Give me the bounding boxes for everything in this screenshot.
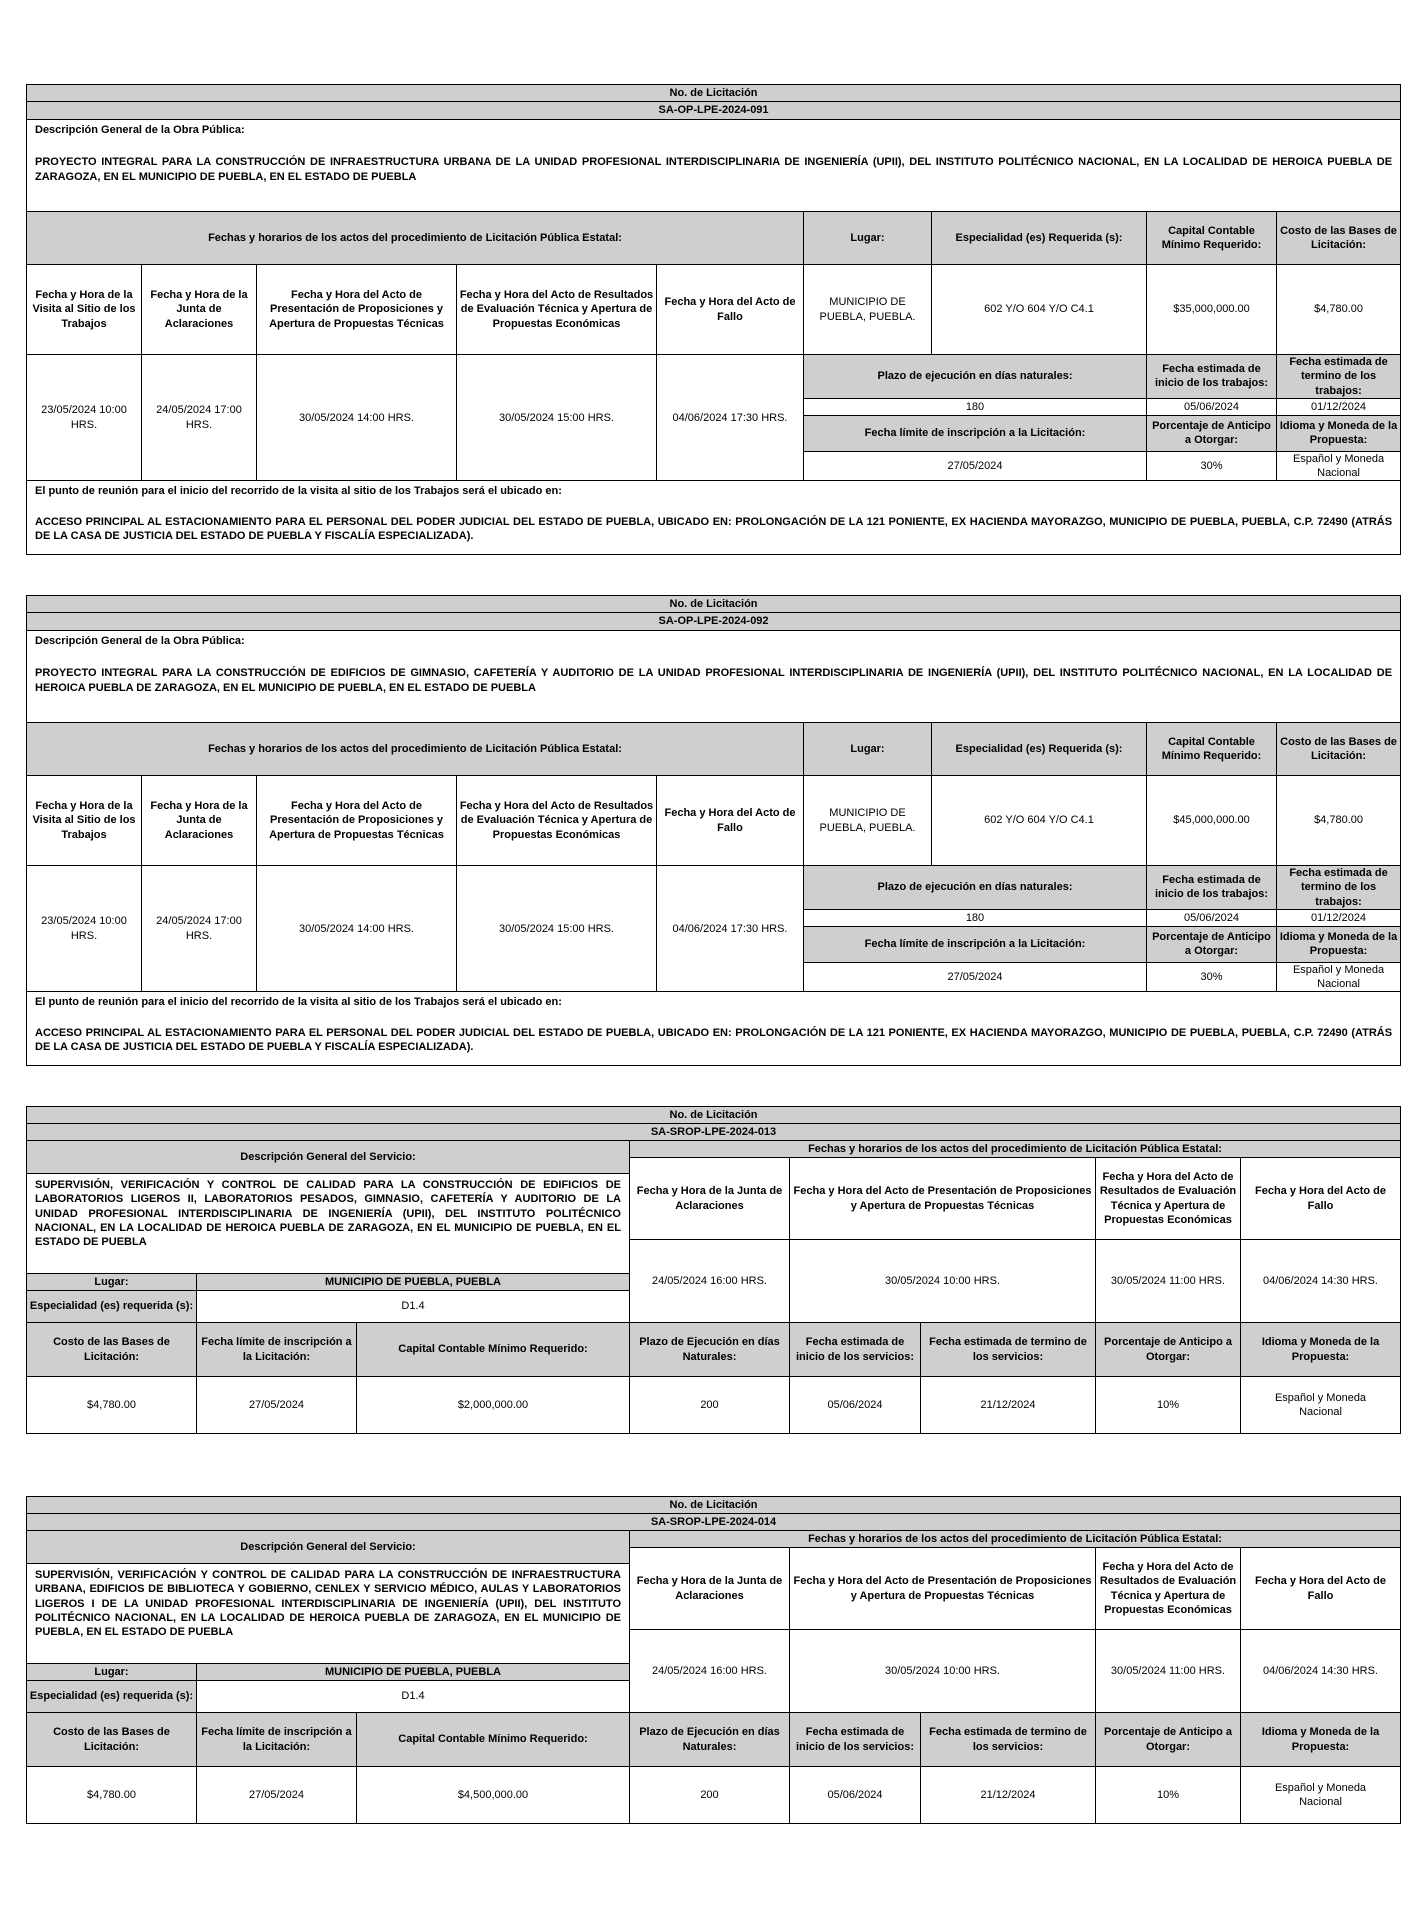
- especialidad-label: Especialidad (es) requerida (s):: [27, 1291, 197, 1323]
- fh-junta-label: Fecha y Hora de la Junta de Aclaraciones: [630, 1548, 790, 1630]
- limite-label: Fecha límite de inscripción a la Licitación:: [197, 1323, 357, 1377]
- costo-label: Costo de las Bases de Licitación:: [27, 1713, 197, 1767]
- obra-description: PROYECTO INTEGRAL PARA LA CONSTRUCCIÓN DE EDIFICIOS DE GIMNASIO, CAFETERÍA Y AUDITORIO DE LA UNIDAD PROFESIONAL INTERDISCIPLINARIA DE INGENIERÍA (UPII), DEL INSTITUTO POLITÉCNICO NACIONAL, EN LA LOCALIDAD DE HEROICA PUEBLA DE ZARAGOZA, EN EL MUNICIPIO DE PUEBLA, EN EL ESTADO DE PUEBLA: [35, 667, 1393, 694]
- desc-servicio-title: Descripción General del Servicio:: [27, 1141, 630, 1174]
- especialidad-value: D1.4: [197, 1681, 630, 1713]
- fh-visita-label: Fecha y Hora de la Visita al Sitio de los Trabajos: [27, 776, 142, 866]
- fh-resultados-label: Fecha y Hora del Acto de Resultados de Evaluación Técnica y Apertura de Propuestas Económicas: [1096, 1548, 1241, 1630]
- especialidad-value: D1.4: [197, 1291, 630, 1323]
- inicio-value: 05/06/2024: [1147, 398, 1277, 415]
- capital-label: Capital Contable Mínimo Requerido:: [1147, 723, 1277, 776]
- fh-fallo-label: Fecha y Hora del Acto de Fallo: [657, 776, 804, 866]
- idioma-value: Español y Moneda Nacional: [1241, 1377, 1401, 1434]
- limite-value: 27/05/2024: [197, 1377, 357, 1434]
- inicio-value: 05/06/2024: [790, 1767, 921, 1824]
- punto-reunion-value: ACCESO PRINCIPAL AL ESTACIONAMIENTO PARA EL PERSONAL DEL PODER JUDICIAL DEL ESTADO DE PUEBLA, UBICADO EN: PROLONGACIÓN DE LA 121 PONIENTE, EX HACIENDA MAYORAZGO, MUNICIPIO DE PUEBLA, PUEBLA, C.P. 72490 (ATRÁS DE LA CASA DE JUSTICIA DEL ESTADO DE PUEBLA Y FISCALÍA ESPECIALIZADA).: [35, 1026, 1393, 1054]
- fh-junta-label: Fecha y Hora de la Junta de Aclaraciones: [142, 776, 257, 866]
- especialidad-label: Especialidad (es) requerida (s):: [27, 1681, 197, 1713]
- fechas-header: Fechas y horarios de los actos del procedimiento de Licitación Pública Estatal:: [27, 212, 804, 265]
- especialidad-label: Especialidad (es) Requerida (s):: [932, 212, 1147, 265]
- no-licitacion-label: No. de Licitación: [27, 596, 1401, 613]
- fh-presentacion-label: Fecha y Hora del Acto de Presentación de Proposiciones y Apertura de Propuestas Técnicas: [257, 776, 457, 866]
- termino-value: 01/12/2024: [1277, 909, 1401, 926]
- inicio-label: Fecha estimada de inicio de los servicios:: [790, 1713, 921, 1767]
- termino-label: Fecha estimada de termino de los trabajos:: [1277, 866, 1401, 910]
- no-licitacion-label: No. de Licitación: [27, 85, 1401, 102]
- termino-label: Fecha estimada de termino de los servicios:: [921, 1713, 1096, 1767]
- fh-junta-label: Fecha y Hora de la Junta de Aclaraciones: [630, 1158, 790, 1240]
- termino-label: Fecha estimada de termino de los trabajos:: [1277, 355, 1401, 399]
- limite-value: 27/05/2024: [197, 1767, 357, 1824]
- plazo-label: Plazo de Ejecución en días Naturales:: [630, 1713, 790, 1767]
- fallo-value: 04/06/2024 14:30 HRS.: [1241, 1630, 1401, 1713]
- termino-value: 21/12/2024: [921, 1767, 1096, 1824]
- punto-reunion-title: El punto de reunión para el inicio del recorrido de la visita al sitio de los Trabajos será el ubicado en:: [35, 485, 562, 498]
- especialidad-label: Especialidad (es) Requerida (s):: [932, 723, 1147, 776]
- capital-value: $45,000,000.00: [1147, 776, 1277, 866]
- capital-label: Capital Contable Mínimo Requerido:: [357, 1323, 630, 1377]
- plazo-value: 200: [630, 1767, 790, 1824]
- idioma-label: Idioma y Moneda de la Propuesta:: [1241, 1323, 1401, 1377]
- costo-value: $4,780.00: [1277, 776, 1401, 866]
- anticipo-value: 30%: [1147, 451, 1277, 481]
- plazo-value: 180: [804, 398, 1147, 415]
- lugar-label: Lugar:: [27, 1664, 197, 1681]
- servicio-description: SUPERVISIÓN, VERIFICACIÓN Y CONTROL DE CALIDAD PARA LA CONSTRUCCIÓN DE EDIFICIOS DE LABORATORIOS LIGEROS II, LABORATORIOS PESADOS, GIMNASIO, CAFETERÍA Y AUDITORIO DE LA UNIDAD PROFESIONAL INTERDISCIPLINARIA DE INGENIERÍA (UPII), DEL INSTITUTO POLITÉCNICO NACIONAL, EN LA LOCALIDAD DE HEROICA PUEBLA DE ZARAGOZA, EN EL MUNICIPIO DE PUEBLA, EN EL ESTADO DE PUEBLA: [27, 1174, 630, 1274]
- inicio-value: 05/06/2024: [790, 1377, 921, 1434]
- limite-value: 27/05/2024: [804, 962, 1147, 992]
- idioma-value: Español y Moneda Nacional: [1277, 962, 1401, 992]
- punto-reunion-cell: [27, 992, 1401, 1066]
- anticipo-value: 30%: [1147, 962, 1277, 992]
- presentacion-value: 30/05/2024 14:00 HRS.: [257, 355, 457, 481]
- idioma-value: Español y Moneda Nacional: [1241, 1767, 1401, 1824]
- idioma-value: Español y Moneda Nacional: [1277, 451, 1401, 481]
- resultados-value: 30/05/2024 11:00 HRS.: [1096, 1240, 1241, 1323]
- fh-fallo-label: Fecha y Hora del Acto de Fallo: [1241, 1158, 1401, 1240]
- servicio-description: SUPERVISIÓN, VERIFICACIÓN Y CONTROL DE CALIDAD PARA LA CONSTRUCCIÓN DE INFRAESTRUCTURA URBANA, EDIFICIOS DE BIBLIOTECA Y GOBIERNO, CENLEX Y SERVICIO MÉDICO, AULAS Y LABORATORIOS LIGEROS I DE LA UNIDAD PROFESIONAL INTERDISCIPLINARIA DE INGENIERÍA (UPII), DEL INSTITUTO POLITÉCNICO NACIONAL, EN LA LOCALIDAD DE HEROICA PUEBLA DE ZARAGOZA, EN EL MUNICIPIO DE PUEBLA, EN EL ESTADO DE PUEBLA: [27, 1564, 630, 1664]
- inicio-label: Fecha estimada de inicio de los trabajos:: [1147, 355, 1277, 399]
- fh-resultados-label: Fecha y Hora del Acto de Resultados de Evaluación Técnica y Apertura de Propuestas Económicas: [457, 776, 657, 866]
- obra-description-cell: [27, 120, 1401, 212]
- costo-label: Costo de las Bases de Licitación:: [1277, 212, 1401, 265]
- fechas-header: Fechas y horarios de los actos del procedimiento de Licitación Pública Estatal:: [27, 723, 804, 776]
- costo-label: Costo de las Bases de Licitación:: [27, 1323, 197, 1377]
- servicio-block-1: [26, 1106, 1400, 1434]
- fh-resultados-label: Fecha y Hora del Acto de Resultados de Evaluación Técnica y Apertura de Propuestas Económicas: [1096, 1158, 1241, 1240]
- servicio-table: [26, 1106, 1401, 1434]
- punto-reunion-title: El punto de reunión para el inicio del recorrido de la visita al sitio de los Trabajos será el ubicado en:: [35, 996, 562, 1009]
- costo-value: $4,780.00: [27, 1767, 197, 1824]
- costo-label: Costo de las Bases de Licitación:: [1277, 723, 1401, 776]
- licitacion-number: SA-OP-LPE-2024-092: [27, 613, 1401, 631]
- junta-value: 24/05/2024 17:00 HRS.: [142, 355, 257, 481]
- termino-value: 01/12/2024: [1277, 398, 1401, 415]
- servicio-block-2: [26, 1496, 1400, 1824]
- junta-value: 24/05/2024 17:00 HRS.: [142, 866, 257, 992]
- lugar-value: MUNICIPIO DE PUEBLA, PUEBLA: [197, 1664, 630, 1681]
- no-licitacion-label: No. de Licitación: [27, 1107, 1401, 1124]
- presentacion-value: 30/05/2024 14:00 HRS.: [257, 866, 457, 992]
- no-licitacion-label: No. de Licitación: [27, 1497, 1401, 1514]
- junta-value: 24/05/2024 16:00 HRS.: [630, 1630, 790, 1713]
- fh-resultados-label: Fecha y Hora del Acto de Resultados de Evaluación Técnica y Apertura de Propuestas Económicas: [457, 265, 657, 355]
- fallo-value: 04/06/2024 17:30 HRS.: [657, 866, 804, 992]
- inicio-value: 05/06/2024: [1147, 909, 1277, 926]
- fh-presentacion-label: Fecha y Hora del Acto de Presentación de Proposiciones y Apertura de Propuestas Técnicas: [257, 265, 457, 355]
- inicio-label: Fecha estimada de inicio de los servicios:: [790, 1323, 921, 1377]
- resultados-value: 30/05/2024 15:00 HRS.: [457, 355, 657, 481]
- punto-reunion-cell: [27, 481, 1401, 555]
- fallo-value: 04/06/2024 14:30 HRS.: [1241, 1240, 1401, 1323]
- limite-label: Fecha límite de inscripción a la Licitación:: [197, 1713, 357, 1767]
- lugar-value: MUNICIPIO DE PUEBLA, PUEBLA.: [804, 776, 932, 866]
- termino-value: 21/12/2024: [921, 1377, 1096, 1434]
- anticipo-label: Porcentaje de Anticipo a Otorgar:: [1147, 415, 1277, 451]
- anticipo-label: Porcentaje de Anticipo a Otorgar:: [1096, 1713, 1241, 1767]
- fh-visita-label: Fecha y Hora de la Visita al Sitio de los Trabajos: [27, 265, 142, 355]
- limite-label: Fecha límite de inscripción a la Licitación:: [804, 415, 1147, 451]
- resultados-value: 30/05/2024 11:00 HRS.: [1096, 1630, 1241, 1713]
- fh-presentacion-label: Fecha y Hora del Acto de Presentación de Proposiciones y Apertura de Propuestas Técnicas: [790, 1158, 1096, 1240]
- limite-value: 27/05/2024: [804, 451, 1147, 481]
- termino-label: Fecha estimada de termino de los servicios:: [921, 1323, 1096, 1377]
- obra-description: PROYECTO INTEGRAL PARA LA CONSTRUCCIÓN DE INFRAESTRUCTURA URBANA DE LA UNIDAD PROFESIONAL INTERDISCIPLINARIA DE INGENIERÍA (UPII), DEL INSTITUTO POLITÉCNICO NACIONAL, EN LA LOCALIDAD DE HEROICA PUEBLA DE ZARAGOZA, EN EL MUNICIPIO DE PUEBLA, EN EL ESTADO DE PUEBLA: [35, 156, 1393, 183]
- fechas-header: Fechas y horarios de los actos del procedimiento de Licitación Pública Estatal:: [630, 1531, 1401, 1548]
- obra-block-1: [26, 84, 1400, 555]
- lugar-label: Lugar:: [804, 723, 932, 776]
- plazo-value: 180: [804, 909, 1147, 926]
- licitacion-number: SA-OP-LPE-2024-091: [27, 102, 1401, 120]
- anticipo-value: 10%: [1096, 1377, 1241, 1434]
- especialidad-value: 602 Y/O 604 Y/O C4.1: [932, 776, 1147, 866]
- obra-block-2: [26, 595, 1400, 1066]
- capital-value: $35,000,000.00: [1147, 265, 1277, 355]
- presentacion-value: 30/05/2024 10:00 HRS.: [790, 1630, 1096, 1713]
- inicio-label: Fecha estimada de inicio de los trabajos:: [1147, 866, 1277, 910]
- especialidad-value: 602 Y/O 604 Y/O C4.1: [932, 265, 1147, 355]
- idioma-label: Idioma y Moneda de la Propuesta:: [1277, 415, 1401, 451]
- obra-table: [26, 84, 1401, 555]
- costo-value: $4,780.00: [27, 1377, 197, 1434]
- obra-description-title: Descripción General de la Obra Pública:: [35, 124, 245, 136]
- visita-value: 23/05/2024 10:00 HRS.: [27, 866, 142, 992]
- plazo-label: Plazo de Ejecución en días Naturales:: [630, 1323, 790, 1377]
- plazo-label: Plazo de ejecución en días naturales:: [804, 355, 1147, 399]
- desc-servicio-title: Descripción General del Servicio:: [27, 1531, 630, 1564]
- capital-value: $2,000,000.00: [357, 1377, 630, 1434]
- presentacion-value: 30/05/2024 10:00 HRS.: [790, 1240, 1096, 1323]
- fh-junta-label: Fecha y Hora de la Junta de Aclaraciones: [142, 265, 257, 355]
- anticipo-label: Porcentaje de Anticipo a Otorgar:: [1147, 926, 1277, 962]
- anticipo-value: 10%: [1096, 1767, 1241, 1824]
- lugar-label: Lugar:: [804, 212, 932, 265]
- junta-value: 24/05/2024 16:00 HRS.: [630, 1240, 790, 1323]
- fh-fallo-label: Fecha y Hora del Acto de Fallo: [1241, 1548, 1401, 1630]
- punto-reunion-value: ACCESO PRINCIPAL AL ESTACIONAMIENTO PARA EL PERSONAL DEL PODER JUDICIAL DEL ESTADO DE PUEBLA, UBICADO EN: PROLONGACIÓN DE LA 121 PONIENTE, EX HACIENDA MAYORAZGO, MUNICIPIO DE PUEBLA, PUEBLA, C.P. 72490 (ATRÁS DE LA CASA DE JUSTICIA DEL ESTADO DE PUEBLA Y FISCALÍA ESPECIALIZADA).: [35, 515, 1393, 543]
- plazo-value: 200: [630, 1377, 790, 1434]
- resultados-value: 30/05/2024 15:00 HRS.: [457, 866, 657, 992]
- capital-value: $4,500,000.00: [357, 1767, 630, 1824]
- obra-table: [26, 595, 1401, 1066]
- anticipo-label: Porcentaje de Anticipo a Otorgar:: [1096, 1323, 1241, 1377]
- fh-fallo-label: Fecha y Hora del Acto de Fallo: [657, 265, 804, 355]
- fallo-value: 04/06/2024 17:30 HRS.: [657, 355, 804, 481]
- licitacion-number: SA-SROP-LPE-2024-014: [27, 1514, 1401, 1531]
- idioma-label: Idioma y Moneda de la Propuesta:: [1241, 1713, 1401, 1767]
- servicio-table: [26, 1496, 1401, 1824]
- obra-description-title: Descripción General de la Obra Pública:: [35, 635, 245, 647]
- lugar-label: Lugar:: [27, 1274, 197, 1291]
- plazo-label: Plazo de ejecución en días naturales:: [804, 866, 1147, 910]
- lugar-value: MUNICIPIO DE PUEBLA, PUEBLA: [197, 1274, 630, 1291]
- capital-label: Capital Contable Mínimo Requerido:: [1147, 212, 1277, 265]
- licitacion-number: SA-SROP-LPE-2024-013: [27, 1124, 1401, 1141]
- idioma-label: Idioma y Moneda de la Propuesta:: [1277, 926, 1401, 962]
- fh-presentacion-label: Fecha y Hora del Acto de Presentación de Proposiciones y Apertura de Propuestas Técnicas: [790, 1548, 1096, 1630]
- visita-value: 23/05/2024 10:00 HRS.: [27, 355, 142, 481]
- capital-label: Capital Contable Mínimo Requerido:: [357, 1713, 630, 1767]
- lugar-value: MUNICIPIO DE PUEBLA, PUEBLA.: [804, 265, 932, 355]
- costo-value: $4,780.00: [1277, 265, 1401, 355]
- obra-description-cell: [27, 631, 1401, 723]
- limite-label: Fecha límite de inscripción a la Licitación:: [804, 926, 1147, 962]
- fechas-header: Fechas y horarios de los actos del procedimiento de Licitación Pública Estatal:: [630, 1141, 1401, 1158]
